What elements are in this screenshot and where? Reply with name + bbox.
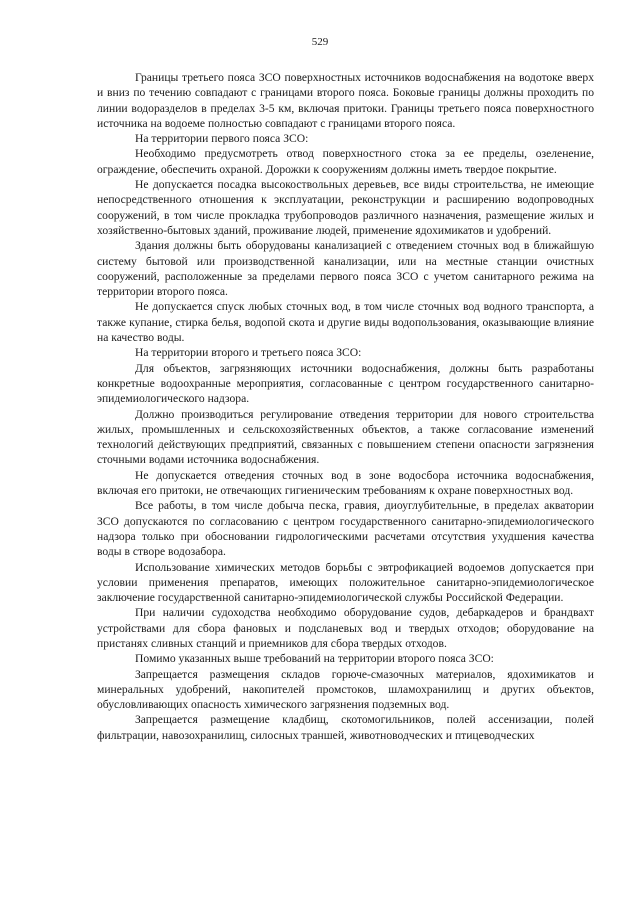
paragraph: При наличии судоходства необходимо оборудование судов, дебаркадеров и брандвахт устройствами для сбора фановых и подсланевых вод и твердых отходов; оборудование на пристанях сливных станций и приемников для сбора твердых отходов. xyxy=(97,606,594,650)
paragraph: Не допускается посадка высокоствольных деревьев, все виды строительства, не имеющие непосредственного отношения к эксплуатации, реконструкции и расширению водопроводных сооружений, в том числе прокладка трубопроводов различного назначения, размещение жилых и хозяйственно-бытовых зданий, проживание людей, применение ядохимикатов и удобрений. xyxy=(97,178,594,237)
paragraph: На территории первого пояса ЗСО: xyxy=(135,132,309,146)
paragraph: Границы третьего пояса ЗСО поверхностных источников водоснабжения на водотоке вверх и вниз по течению совпадают с границами второго пояса. Боковые границы должны проходить по линии водоразделов в пределах 3-5 км, включая притоки. Границы третьего пояса поверхностного источника на водоеме полностью совпадают с границами второго пояса. xyxy=(97,71,594,130)
paragraph: Должно производиться регулирование отведения территории для нового строительства жилых, промышленных и сельскохозяйственных объектов, а также согласование изменений технологий действующих предприятий, связанных с повышением степени опасности загрязнения сточными водами источника водоснабжения. xyxy=(97,407,594,467)
paragraph: Для объектов, загрязняющих источники водоснабжения, должны быть разработаны конкретные водоохранные мероприятия, согласованные с центром государственного санитарно-эпидемиологического надзора. xyxy=(97,361,594,406)
paragraph: Запрещается размещения складов горюче-смазочных материалов, ядохимикатов и минеральных удобрений, накопителей промстоков, шламохранилищ и других объектов, обусловливающих опасность химического загрязнения подземных вод. xyxy=(97,667,594,712)
paragraph: Необходимо предусмотреть отвод поверхностного стока за ее пределы, озеленение, ограждение, обеспечить охраной. Дорожки к сооружениям должны иметь твердое покрытие. xyxy=(97,147,594,176)
paragraph: Все работы, в том числе добыча песка, гравия, диоуглубительные, в пределах акватории ЗСО допускаются по согласованию с центром государственного санитарно-эпидемиологического надзора только при обосновании гидрологическими расчетами отсутствия ухудшения качества воды в створе водозабора. xyxy=(97,499,594,559)
paragraph: Использование химических методов борьбы с эвтрофикацией водоемов допускается при условии применения препаратов, имеющих положительное санитарно-эпидемиологическое заключение государственной санитарно-эпидемиологической службы Российской Федерации. xyxy=(97,560,594,605)
paragraph: Помимо указанных выше требований на территории второго пояса ЗСО: xyxy=(135,652,494,666)
paragraph: На территории второго и третьего пояса ЗСО: xyxy=(135,346,362,360)
document-body xyxy=(97,70,594,743)
paragraph: Не допускается отведения сточных вод в зоне водосбора источника водоснабжения, включая его притоки, не отвечающих гигиеническим требованиям к охране поверхностных вод. xyxy=(97,468,594,498)
page-number: 529 xyxy=(311,36,329,48)
paragraph: Здания должны быть оборудованы канализацией с отведением сточных вод в ближайшую систему бытовой или производственной канализации, или на местные станции очистных сооружений, расположенные за пределами первого пояса ЗСО с учетом санитарного режима на территории второго пояса. xyxy=(97,239,594,299)
paragraph: Запрещается размещение кладбищ, скотомогильников, полей ассенизации, полей фильтрации, навозохранилищ, силосных траншей, животноводческих и птицеводческих xyxy=(97,713,594,742)
paragraph: Не допускается спуск любых сточных вод, в том числе сточных вод водного транспорта, а также купание, стирка белья, водопой скота и другие виды водопользования, оказывающие влияние на качество воды. xyxy=(97,300,594,345)
